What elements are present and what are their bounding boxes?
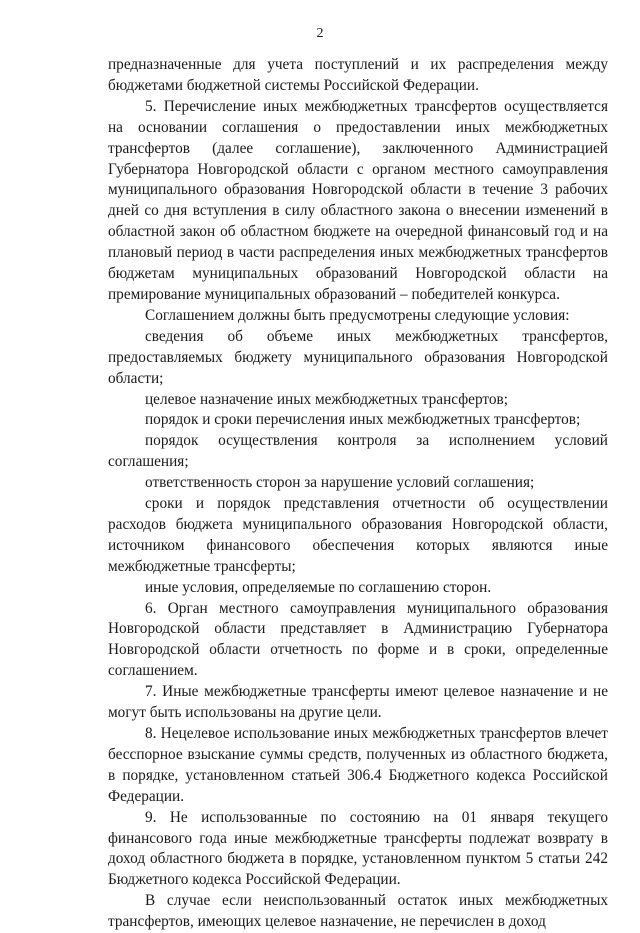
- paragraph-item-9: 9. Не использованные по состоянию на 01 января текущего финансового года иные межбюджетные трансферты подлежат возврату в доход областного бюджета в порядке, установленном пунктом 5 статьи 242 Бюджетного кодекса Российской Федерации.: [108, 808, 608, 889]
- paragraph-item-5: 5. Перечисление иных межбюджетных трансфертов осуществляется на основании соглашения о предоставлении иных межбюджетных трансфертов (далее соглашение), заключенного Администрацией Губернатора Новгородской области с органом местного самоуправления муниципального образования Новгородской области в течение 3 рабочих дней со дня вступления в силу областного закона о внесении изменений в областной закон об областном бюджете на очередной финансовый год и на плановый период в части распределения иных межбюджетных трансфертов бюджетам муниципальных образований Новгородской области на премирование муниципальных образований – победителей конкурса.: [108, 97, 608, 303]
- condition-volume: сведения об объеме иных межбюджетных трансфертов, предоставляемых бюджету муниципального образования Новгородской области;: [108, 327, 608, 387]
- paragraph-continuation: предназначенные для учета поступлений и их распределения между бюджетами бюджетной системы Российской Федерации.: [108, 56, 608, 94]
- condition-responsibility: ответственность сторон за нарушение условий соглашения;: [145, 474, 535, 492]
- page-number: 2: [316, 26, 324, 41]
- document-body: [108, 55, 608, 933]
- condition-control: порядок осуществления контроля за исполнением условий соглашения;: [108, 432, 608, 471]
- paragraph-item-6: 6. Орган местного самоуправления муниципального образования Новгородской области представляет в Администрацию Губернатора Новгородской области отчетность по форме и в сроки, определенные соглашением.: [108, 599, 608, 680]
- condition-other: иные условия, определяемые по соглашению сторон.: [145, 578, 492, 596]
- paragraph-unused-remainder: В случае если неиспользованный остаток иных межбюджетных трансфертов, имеющих целевое назначение, не перечислен в доход: [108, 892, 608, 931]
- paragraph-item-7: 7. Иные межбюджетные трансферты имеют целевое назначение и не могут быть использованы на другие цели.: [108, 683, 608, 722]
- condition-purpose: целевое назначение иных межбюджетных трансфертов;: [145, 390, 508, 408]
- condition-reporting: сроки и порядок представления отчетности об осуществлении расходов бюджета муниципального образования Новгородской области, источником финансового обеспечения которых являются иные межбюджетные трансферты;: [108, 495, 608, 575]
- paragraph-conditions-intro: Соглашением должны быть предусмотрены следующие условия:: [145, 306, 570, 324]
- paragraph-item-8: 8. Нецелевое использование иных межбюджетных трансфертов влечет бесспорное взыскание суммы средств, полученных из областного бюджета, в порядке, установленном статьей 306.4 Бюджетного кодекса Российской Федерации.: [108, 725, 608, 805]
- condition-transfer-terms: порядок и сроки перечисления иных межбюджетных трансфертов;: [145, 411, 581, 429]
